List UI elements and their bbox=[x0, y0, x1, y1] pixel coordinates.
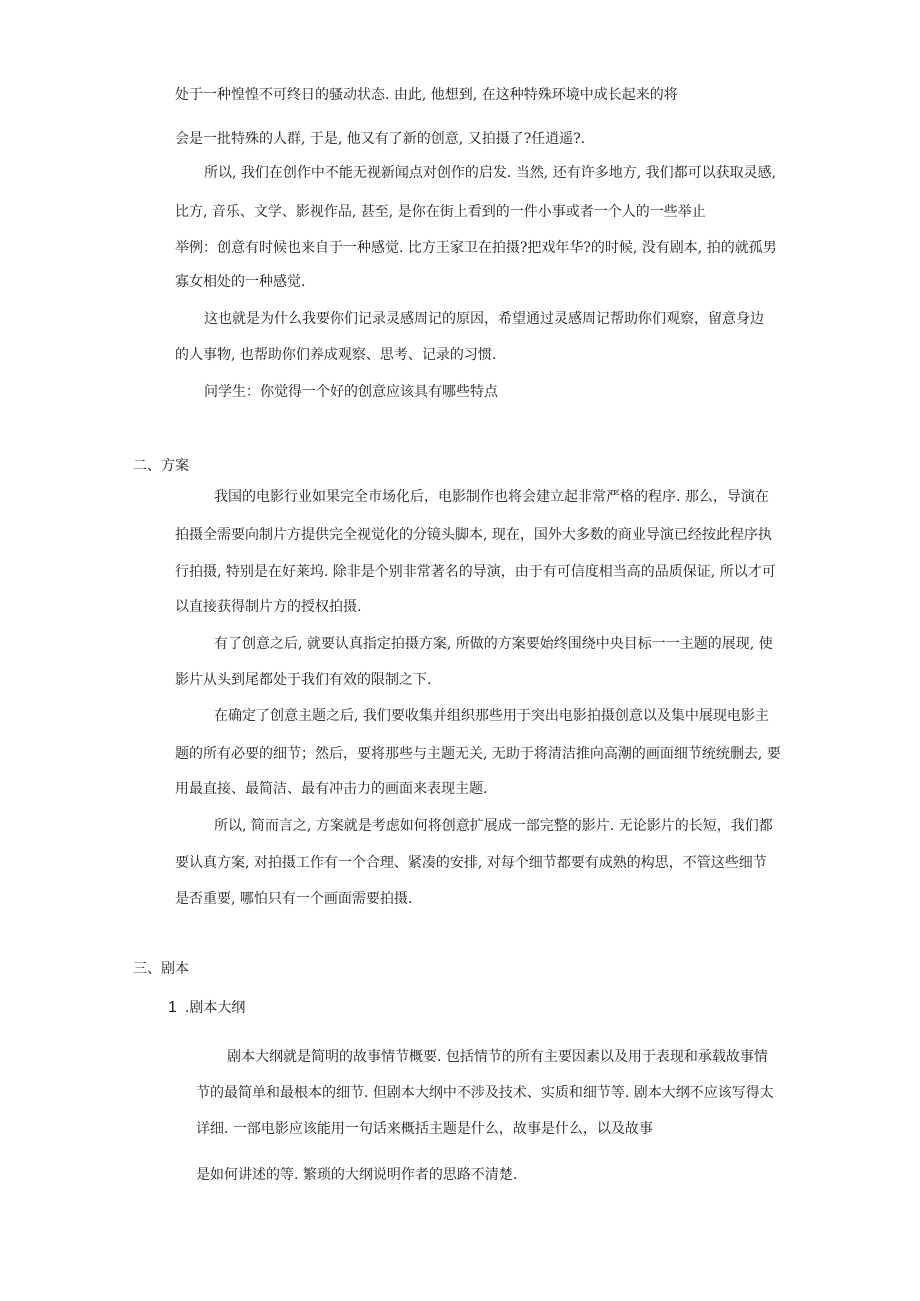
section-heading-script: 三、剧本 bbox=[133, 961, 189, 977]
paragraph-line: 拍摄全需要向制片方提供完全视觉化的分镜头脚本, 现在，国外大多数的商业导演已经按此程序执 bbox=[175, 527, 772, 543]
paragraph-line: 所以, 简而言之, 方案就是考虑如何将创意扩展成一部完整的影片. 无论影片的长短，我们都 bbox=[214, 818, 773, 834]
paragraph-line: 有了创意之后, 就要认真指定拍摄方案, 所做的方案要始终围绕中央目标一一主题的展现, 使 bbox=[214, 636, 773, 652]
paragraph-line: 影片从头到尾都处于我们有效的限制之下. bbox=[175, 672, 432, 688]
paragraph-line: 我国的电影行业如果完全市场化后，电影制作也将会建立起非常严格的程序. 那么，导演在 bbox=[214, 489, 769, 505]
subheading-script-outline bbox=[168, 999, 245, 1017]
paragraph-line: 比方, 音乐、文学、影视作品, 甚至, 是你在街上看到的一件小事或者一个人的一些举止 bbox=[175, 204, 706, 220]
paragraph-line: 题的所有必要的细节；然后，要将那些与主题无关, 无助于将清洁推向高潮的画面细节统统删去, 要 bbox=[175, 746, 781, 762]
paragraph-line: 会是一批特殊的人群, 于是, 他又有了新的创意, 又拍摄了?任逍遥?. bbox=[175, 131, 586, 147]
paragraph-line: 剧本大纲就是简明的故事情节概要. 包括情节的所有主要因素以及用于表现和承载故事情 bbox=[227, 1049, 768, 1065]
paragraph-line: 节的最简单和最根本的细节. 但剧本大纲中不涉及技术、实质和细节等. 剧本大纲不应该写得太 bbox=[196, 1085, 774, 1101]
paragraph-line: 在确定了创意主题之后, 我们要收集并组织那些用于突出电影拍摄创意以及集中展现电影主 bbox=[214, 708, 769, 724]
section-heading-plan: 二、方案 bbox=[133, 458, 189, 474]
paragraph-line: 用最直接、最简洁、最有冲击力的画面来表现主题. bbox=[175, 781, 488, 797]
paragraph-line: 处于一种惶惶不可终日的骚动状态. 由此, 他想到, 在这种特殊环境中成长起来的将 bbox=[175, 87, 678, 103]
paragraph-line: 这也就是为什么我要你们记录灵感周记的原因，希望通过灵感周记帮助你们观察，留意身边 bbox=[204, 311, 764, 327]
paragraph-line: 是如何讲述的等. 繁琐的大纲说明作者的思路不清楚. bbox=[196, 1167, 518, 1183]
paragraph-line: 详细. 一部电影应该能用一句话来概括主题是什么，故事是什么，以及故事 bbox=[196, 1121, 653, 1137]
paragraph-line: 寡女相处的一种感觉. bbox=[175, 274, 306, 290]
paragraph-line: 举例：创意有时候也来自于一种感觉. 比方王家卫在拍摄?把戏年华?的时候, 没有剧本, 拍的就孤男 bbox=[175, 240, 777, 256]
question-line: 问学生：你觉得一个好的创意应该具有哪些特点 bbox=[204, 384, 498, 400]
paragraph-line: 行拍摄, 特别是在好莱坞. 除非是个别非常著名的导演，由于有可信度相当高的品质保证, 所以才可 bbox=[175, 564, 776, 580]
subheading-number: 1 bbox=[168, 999, 177, 1016]
subheading-title: .剧本大纲 bbox=[184, 1000, 246, 1016]
paragraph-line: 的人事物, 也帮助你们养成观察、思考、记录的习惯. bbox=[175, 347, 497, 363]
paragraph-line: 以直接获得制片方的授权拍摄. bbox=[175, 599, 362, 615]
paragraph-line: 要认真方案, 对拍摄工作有一个合理、紧凑的安排, 对每个细节都要有成熟的构思，不管这些细节 bbox=[175, 855, 767, 871]
paragraph-line: 所以, 我们在创作中不能无视新闻点对创作的启发. 当然, 还有许多地方, 我们都可以获取灵感, bbox=[204, 165, 777, 181]
paragraph-line: 是否重要, 哪怕只有一个画面需要拍摄. bbox=[175, 891, 413, 907]
